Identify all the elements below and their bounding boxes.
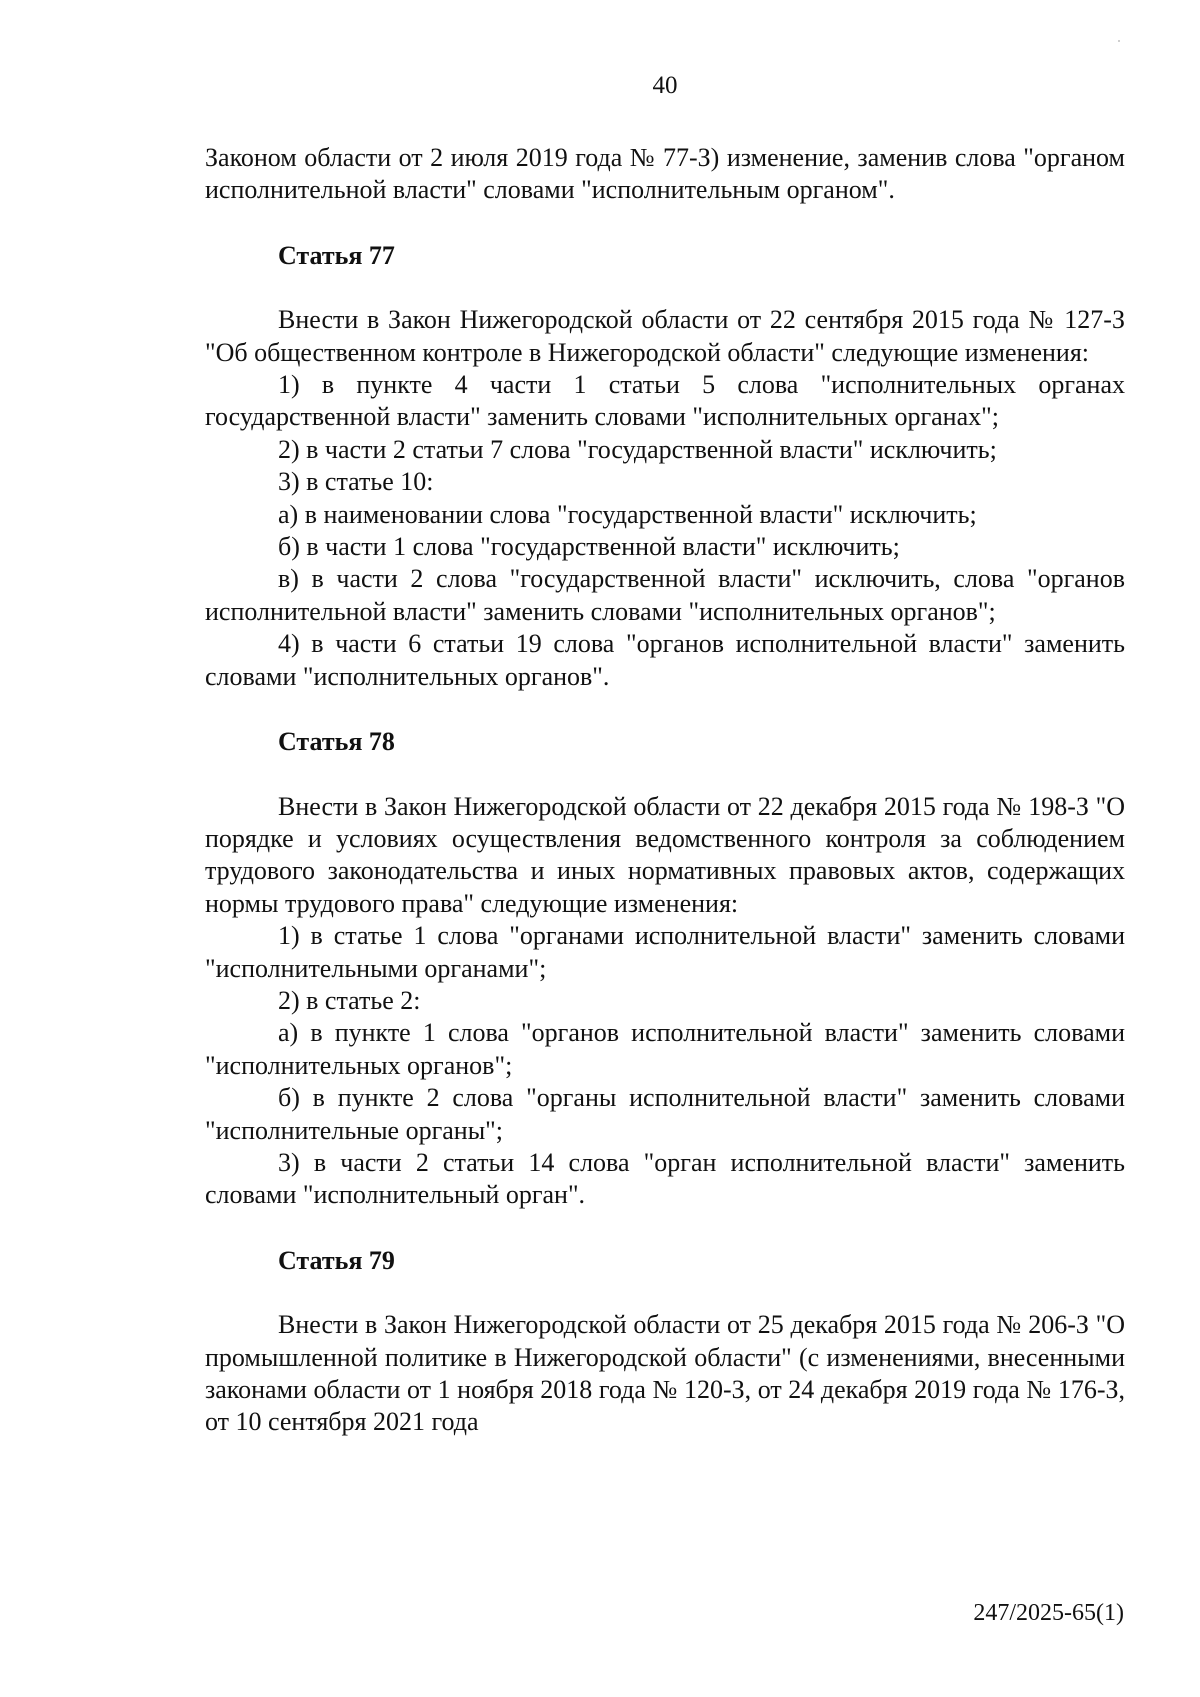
article-77-paragraph: Внести в Закон Нижегородской области от 22 сентября 2015 года № 127-З "Об общественном контроле в Нижегородской области" следующие изменения:: [205, 305, 1125, 367]
document-body: [205, 142, 1125, 1439]
article-77-paragraph: в) в части 2 слова "государственной власти" исключить, слова "органов исполнительной власти" заменить словами "исполнительных органов";: [205, 564, 1125, 626]
article-78-paragraph: 3) в части 2 статьи 14 слова "орган исполнительной власти" заменить словами "исполнительный орган".: [205, 1147, 1125, 1210]
article-77-paragraph: 3) в статье 10:: [278, 467, 434, 497]
article-78-heading: Статья 78: [278, 727, 395, 757]
scan-speck: [1118, 40, 1120, 42]
document-code: 247/2025-65(1): [973, 1600, 1124, 1626]
article-79-heading: Статья 79: [278, 1245, 395, 1275]
article-78-paragraph: а) в пункте 1 слова "органов исполнительной власти" заменить словами "исполнительных органов";: [205, 1018, 1125, 1080]
page-number: 40: [652, 72, 678, 99]
article-78-paragraph: Внести в Закон Нижегородской области от 22 декабря 2015 года № 198-З "О порядке и условиях осуществления ведомственного контроля за соблюдением трудового законодательства и иных нормативных правовых актов, содержащих нормы трудового права" следующие изменения:: [205, 791, 1125, 918]
article-77-paragraph: 4) в части 6 статьи 19 слова "органов исполнительной власти" заменить словами "исполнительных органов".: [205, 629, 1125, 691]
article-77-heading: Статья 77: [278, 240, 395, 270]
article-78-paragraph: 2) в статье 2:: [278, 985, 421, 1015]
article-77-paragraph: а) в наименовании слова "государственной власти" исключить;: [278, 499, 977, 529]
article-79-body: [205, 1309, 1125, 1439]
article-77-paragraph: 1) в пункте 4 части 1 статьи 5 слова "исполнительных органах государственной власти" заменить словами "исполнительных органах";: [205, 370, 1125, 432]
article-77-body: [205, 304, 1125, 693]
intro-paragraph: Законом области от 2 июля 2019 года № 77-З) изменение, заменив слова "органом исполнительной власти" словами "исполнительным органом".: [205, 143, 1125, 205]
article-78-body: [205, 791, 1125, 1212]
article-79-paragraph: Внести в Закон Нижегородской области от 25 декабря 2015 года № 206-З "О промышленной политике в Нижегородской области" (с изменениями, внесенными законами области от 1 ноября 2018 года № 120-З, от 24 декабря 2019 года № 176-З, от 10 сентября 2021 года: [205, 1310, 1125, 1437]
article-78-paragraph: б) в пункте 2 слова "органы исполнительной власти" заменить словами "исполнительные органы";: [205, 1083, 1125, 1145]
article-77-paragraph: 2) в части 2 статьи 7 слова "государственной власти" исключить;: [278, 434, 997, 464]
article-78-paragraph: 1) в статье 1 слова "органами исполнительной власти" заменить словами "исполнительными органами";: [205, 921, 1125, 983]
article-77-paragraph: б) в части 1 слова "государственной власти" исключить;: [278, 532, 900, 562]
